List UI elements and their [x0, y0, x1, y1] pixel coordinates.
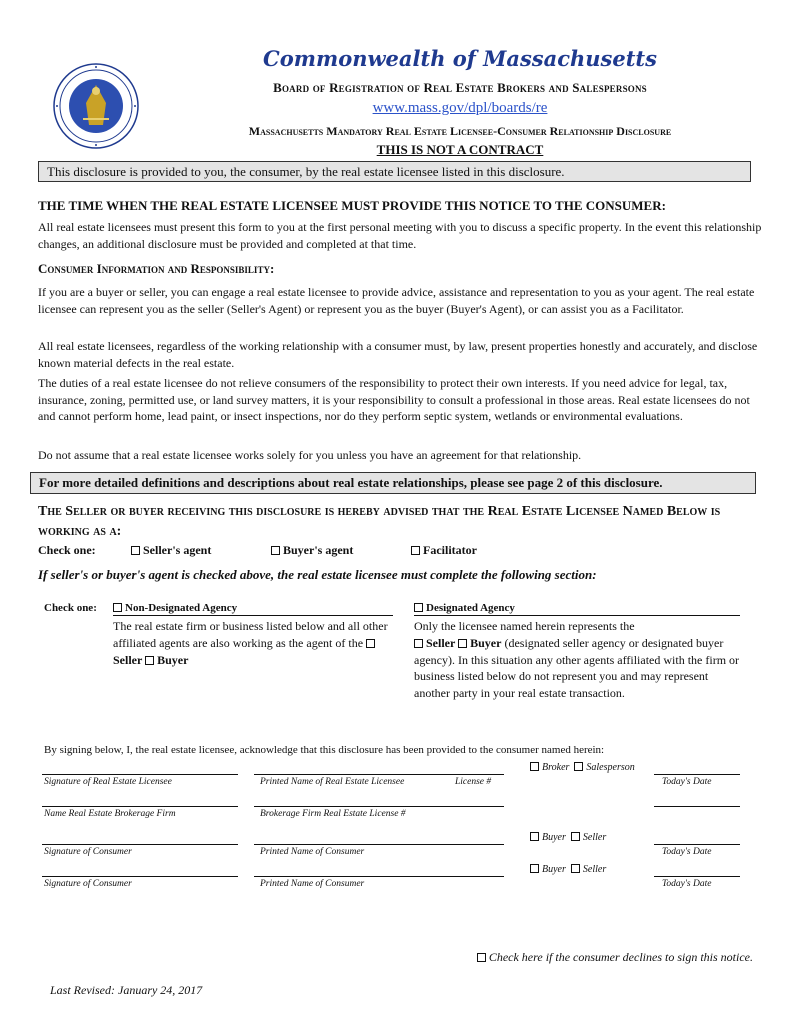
broker-label: Broker: [542, 762, 570, 773]
license-number-label: License #: [455, 777, 492, 787]
consumer2-signature-line[interactable]: [42, 876, 238, 877]
consumer1-date-label: Today's Date: [662, 847, 712, 857]
signing-statement: By signing below, I, the real estate licensee, acknowledge that this disclosure has been provided to the consumer named herein:: [44, 744, 605, 756]
non-designated-checkbox[interactable]: [113, 603, 122, 612]
sellers-agent-option[interactable]: [131, 543, 211, 558]
designated-buyer-checkbox[interactable]: [458, 639, 467, 648]
consumer2-buyer-label: Buyer: [542, 864, 566, 875]
sellers-agent-label: Seller's agent: [143, 543, 212, 557]
consumer2-printed-name-line[interactable]: [254, 876, 504, 877]
non-designated-heading: Non-Designated Agency: [125, 602, 238, 614]
non-designated-text: [113, 618, 388, 668]
consumer2-seller-checkbox[interactable]: [571, 864, 580, 873]
paragraph-engage: If you are a buyer or seller, you can engage a real estate licensee to provide advice, assistance and representation to you as your agent. The real estate licensee can represent you as the seller (Seller's Agent) or represent you as the buyer (Buyer's Agent), or can assist you as a Facilitator.: [38, 285, 755, 316]
licensee-date-label: Today's Date: [662, 777, 712, 787]
non-designated-seller-label: Seller: [113, 652, 143, 667]
licensee-printed-name-label: Printed Name of Real Estate Licensee: [260, 777, 405, 787]
consumer1-date-line[interactable]: [654, 844, 740, 845]
licensee-date-line[interactable]: [654, 774, 740, 775]
section-heading-consumer: Consumer Information and Responsibility:: [38, 261, 275, 276]
page-title: Commonwealth of Massachusetts: [263, 46, 657, 71]
firm-license-line[interactable]: [254, 806, 504, 807]
brokerage-firm-label: Name Real Estate Brokerage Firm: [44, 809, 176, 819]
advised-heading: The Seller or buyer receiving this disclosure is hereby advised that the Real Estate Licensee Named Below is working as a:: [38, 504, 721, 539]
consumer1-printed-name-line[interactable]: [254, 844, 504, 845]
section-body-timing: All real estate licensees must present this form to you at the first personal meeting with you to discuss a specific property. In the event this relationship changes, an additional disclosure must be provided and completed at that time.: [38, 220, 762, 251]
buyers-agent-label: Buyer's agent: [283, 543, 354, 557]
non-designated-buyer-label: Buyer: [157, 652, 189, 667]
licensee-signature-label: Signature of Real Estate Licensee: [44, 777, 172, 787]
firm-date-line[interactable]: [654, 806, 740, 807]
decline-option[interactable]: [477, 950, 753, 965]
sellers-agent-checkbox[interactable]: [131, 546, 140, 555]
designated-text: [414, 618, 740, 702]
designated-buyer-label: Buyer: [470, 635, 502, 650]
board-url-link[interactable]: www.mass.gov/dpl/boards/re: [372, 100, 548, 116]
brokerage-firm-line[interactable]: [42, 806, 238, 807]
designated-checkbox[interactable]: [414, 603, 423, 612]
last-revised: Last Revised: January 24, 2017: [50, 983, 203, 997]
salesperson-checkbox[interactable]: [574, 762, 583, 771]
consumer2-buyer-checkbox[interactable]: [530, 864, 539, 873]
disclosure-title: Massachusetts Mandatory Real Estate Licensee-Consumer Relationship Disclosure: [248, 124, 672, 138]
facilitator-label: Facilitator: [423, 543, 477, 557]
facilitator-checkbox[interactable]: [411, 546, 420, 555]
decline-checkbox[interactable]: [477, 953, 486, 962]
consumer1-role-options[interactable]: [530, 832, 606, 843]
consumer2-date-line[interactable]: [654, 876, 740, 877]
consumer2-signature-label: Signature of Consumer: [44, 879, 132, 889]
firm-license-label: Brokerage Firm Real Estate License #: [260, 809, 406, 819]
consumer2-role-options[interactable]: [530, 864, 606, 875]
licensee-signature-line[interactable]: [42, 774, 238, 775]
consumer2-seller-label: Seller: [582, 864, 607, 875]
designated-seller-checkbox[interactable]: [414, 639, 423, 648]
consumer2-printed-name-label: Printed Name of Consumer: [260, 879, 365, 889]
facilitator-option[interactable]: [411, 543, 477, 558]
consumer1-signature-label: Signature of Consumer: [44, 847, 132, 857]
non-designated-buyer-checkbox[interactable]: [145, 656, 154, 665]
agent-instruction: If seller's or buyer's agent is checked above, the real estate licensee must complete the following section:: [38, 567, 597, 582]
paragraph-honesty: All real estate licensees, regardless of the working relationship with a consumer must, by law, present properties honestly and accurately, and disclose known material defects in the real estate.: [38, 339, 758, 370]
non-designated-option[interactable]: [113, 602, 237, 615]
massachusetts-seal-icon: [53, 63, 139, 149]
buyers-agent-option[interactable]: [271, 543, 353, 558]
consumer1-seller-label: Seller: [582, 832, 607, 843]
broker-checkbox[interactable]: [530, 762, 539, 771]
paragraph-assume: Do not assume that a real estate licensee works solely for you unless you have an agreement for that relationship.: [38, 448, 582, 462]
section-heading-timing: THE TIME WHEN THE REAL ESTATE LICENSEE MUST PROVIDE THIS NOTICE TO THE CONSUMER:: [38, 198, 666, 213]
designated-option[interactable]: [414, 602, 515, 615]
consumer1-seller-checkbox[interactable]: [571, 832, 580, 841]
designated-body-a: Only the licensee named herein represents the: [414, 619, 635, 633]
salesperson-label: Salesperson: [586, 762, 635, 773]
decline-label: Check here if the consumer declines to sign this notice.: [488, 950, 753, 964]
consumer1-printed-name-label: Printed Name of Consumer: [260, 847, 365, 857]
intro-box: This disclosure is provided to you, the consumer, by the real estate licensee listed in this disclosure.: [38, 161, 751, 182]
buyers-agent-checkbox[interactable]: [271, 546, 280, 555]
broker-salesperson-options[interactable]: [530, 762, 635, 773]
designated-seller-label: Seller: [426, 635, 456, 650]
consumer2-date-label: Today's Date: [662, 879, 712, 889]
not-contract-label: THIS IS NOT A CONTRACT: [376, 142, 544, 157]
consumer1-buyer-label: Buyer: [542, 832, 566, 843]
licensee-printed-name-line[interactable]: [254, 774, 504, 775]
consumer1-signature-line[interactable]: [42, 844, 238, 845]
designated-rule: [414, 615, 740, 616]
designated-body-b: (designated seller agency or designated buyer agency). In this situation any other agents affiliated with the firm or business listed below do not represent you and may represent another party in your real estate transaction.: [414, 635, 740, 701]
non-designated-body: The real estate firm or business listed below and all other affiliated agents are also working as the agent of the: [113, 619, 388, 650]
agency-check-one-label: Check one:: [44, 602, 97, 614]
designated-heading: Designated Agency: [426, 602, 515, 614]
non-designated-rule: [113, 615, 393, 616]
detail-box: For more detailed definitions and descriptions about real estate relationships, please see page 2 of this disclosure.: [30, 472, 756, 494]
board-name: Board of Registration of Real Estate Brokers and Salespersons: [273, 80, 647, 95]
consumer1-buyer-checkbox[interactable]: [530, 832, 539, 841]
paragraph-duties: The duties of a real estate licensee do not relieve consumers of the responsibility to protect their own interests. If you need advice for legal, tax, insurance, zoning, permitted use, or land survey matters, it is your responsibility to consult a professional in those areas. Real estate licensees do not and cannot perform home, lead paint, or insect inspections, nor do they perform septic system, wetlands or environmental evaluations.: [38, 376, 750, 423]
check-one-label: Check one:: [38, 543, 96, 557]
non-designated-seller-checkbox[interactable]: [366, 639, 375, 648]
